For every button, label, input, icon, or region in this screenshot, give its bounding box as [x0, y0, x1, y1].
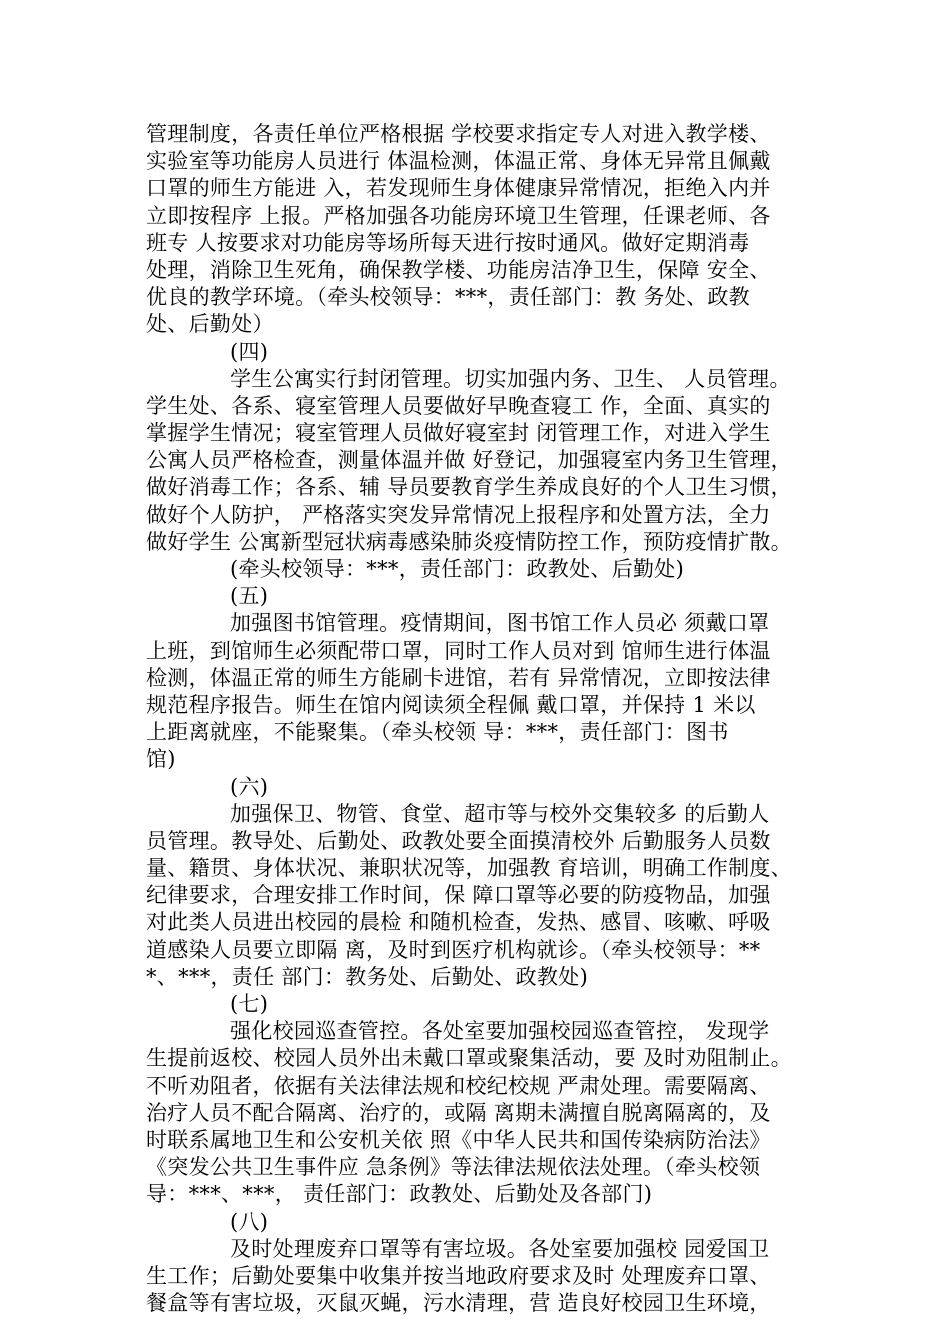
text-line: 不听劝阻者，依据有关法律法规和校纪校规 严肃处理。需要隔离、 [146, 1073, 771, 1098]
text-line: 优良的教学环境。（牵头校领导：***，责任部门：教 务处、政教 [146, 285, 750, 310]
text-line: 处理，消除卫生死角，确保教学楼、功能房洁净卫生，保障 安全、 [146, 257, 771, 282]
text-line: 学生公寓实行封闭管理。切实加强内务、卫生、 人员管理。 [230, 366, 791, 391]
text-line: 《突发公共卫生事件应 急条例》等法律法规依法处理。（牵头校领 [146, 1155, 761, 1180]
text-line: 学生处、各系、寝室管理人员要做好早晚查寝工 作，全面、真实的 [146, 393, 771, 418]
text-line: 纪律要求，合理安排工作时间，保 障口罩等必要的防疫物品，加强 [146, 883, 771, 908]
text-line: 公寓人员严格检查，测量体温并做 好登记，加强寝室内务卫生管理， [146, 448, 792, 473]
text-line: 生提前返校、校园人员外出未戴口罩或聚集活动，要 及时劝阻制止。 [146, 1046, 792, 1071]
text-line: (五) [230, 584, 269, 609]
text-line: 量、籍贯、身体状况、兼职状况等，加强教 育培训，明确工作制度、 [146, 856, 792, 881]
text-line: 餐盒等有害垃圾，灭鼠灭蝇，污水清理，营 造良好校园卫生环境， [146, 1291, 771, 1316]
text-line: 对此类人员进出校园的晨检 和随机检查，发热、感冒、咳嗽、呼吸 [146, 910, 771, 935]
text-line: 加强保卫、物管、食堂、超市等与校外交集较多 的后勤人 [230, 801, 770, 826]
text-line: 员管理。教导处、后勤处、政教处要全面摸清校外 后勤服务人员数 [146, 828, 771, 853]
text-line: 道感染人员要立即隔 离，及时到医疗机构就诊。（牵头校领导：** [146, 937, 761, 962]
text-line: *、***，责任 部门：教务处、后勤处、政教处) [146, 964, 589, 989]
text-line: (牵头校领导：***，责任部门：政教处、后勤处) [230, 557, 685, 581]
text-line: 掌握学生情况；寝室管理人员做好寝室封 闭管理工作，对进入学生 [146, 421, 771, 446]
text-line: 检测，体温正常的师生方能刷卡进馆，若有 异常情况，立即按法律 [146, 665, 771, 690]
text-line: 加强图书馆管理。疫情期间，图书馆工作人员必 须戴口罩 [230, 611, 770, 636]
text-line: (六) [230, 774, 269, 799]
text-line: 做好学生 公寓新型冠状病毒感染肺炎疫情防控工作，预防疫情扩散。 [146, 529, 792, 554]
text-line: 管理制度，各责任单位严格根据 学校要求指定专人对进入教学楼、 [146, 122, 771, 146]
text-line: 强化校园巡查管控。各处室要加强校园巡查管控， 发现学 [230, 1019, 770, 1044]
text-line: (八) [230, 1209, 269, 1234]
text-line: 口罩的师生方能进 入，若发现师生身体健康异常情况，拒绝入内并 [146, 176, 771, 201]
text-line: 治疗人员不配合隔离、治疗的，或隔 离期未满擅自脱离隔离的，及 [146, 1100, 771, 1125]
text-line: (七) [230, 992, 269, 1016]
text-line: 导：***、***， 责任部门：政教处、后勤处及各部门) [146, 1182, 653, 1207]
text-line: 生工作；后勤处要集中收集并按当地政府要求及时 处理废弃口罩、 [146, 1263, 771, 1288]
text-line: 做好个人防护， 严格落实突发异常情况上报程序和处置方法，全力 [146, 502, 771, 527]
text-line: (四) [230, 339, 269, 364]
text-line: 处、后勤处） [146, 312, 274, 337]
text-line: 上距离就座，不能聚集。（牵头校领 导：***，责任部门：图书 [146, 720, 729, 745]
text-line: 实验室等功能房人员进行 体温检测，体温正常、身体无异常且佩戴 [146, 149, 771, 174]
text-line: 时联系属地卫生和公安机关依 照《中华人民共和国传染病防治法》 [146, 1127, 771, 1152]
text-line: 班专 人按要求对功能房等场所每天进行按时通风。做好定期消毒 [146, 230, 750, 255]
text-line: 及时处理废弃口罩等有害垃圾。各处室要加强校 园爱国卫 [230, 1236, 770, 1261]
text-line: 做好消毒工作；各系、辅 导员要教育学生养成良好的个人卫生习惯， [146, 475, 792, 500]
text-line: 规范程序报告。师生在馆内阅读须全程佩 戴口罩，并保持 1 米以 [146, 692, 756, 717]
document-body [146, 121, 818, 1317]
text-line: 立即按程序 上报。严格加强各功能房环境卫生管理，任课老师、各 [146, 203, 771, 228]
text-line: 馆) [146, 747, 176, 772]
text-line: 上班，到馆师生必须配带口罩，同时工作人员对到 馆师生进行体温 [146, 638, 771, 663]
